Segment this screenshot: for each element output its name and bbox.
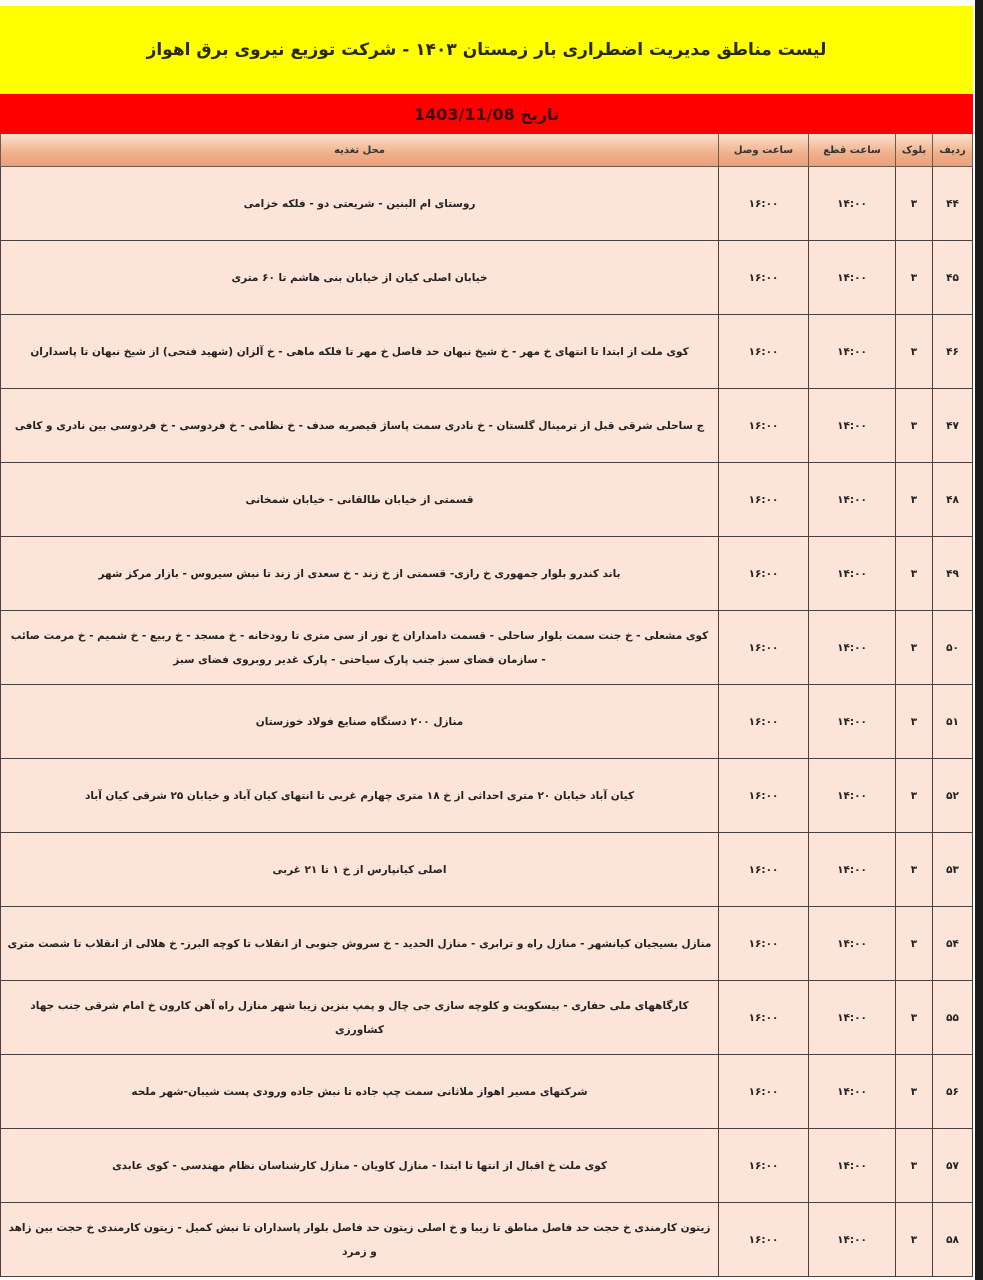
cell-connect-time: ۱۶:۰۰	[719, 1203, 809, 1277]
cell-cut-time: ۱۴:۰۰	[809, 537, 896, 611]
cell-location: منازل ۲۰۰ دستگاه صنایع فولاد خوزستان	[1, 685, 719, 759]
cell-location: زیتون کارمندی خ حجت حد فاصل مناطق تا زیبا و خ اصلی زیتون حد فاصل بلوار پاسداران تا نبش کمیل - زیتون کارمندی خ حجت بین زاهد و زمرد	[1, 1203, 719, 1277]
cell-radif: ۵۰	[933, 611, 973, 685]
cell-block: ۳	[896, 167, 933, 241]
cell-radif: ۵۵	[933, 981, 973, 1055]
table-row	[1, 389, 973, 463]
cell-radif: ۵۸	[933, 1203, 973, 1277]
cell-cut-time: ۱۴:۰۰	[809, 315, 896, 389]
cell-location: کوی ملت از ابتدا تا انتهای خ مهر - خ شیخ نبهان حد فاصل خ مهر تا فلکه ماهی - خ آلزان (شهید فتحی) از شیخ نبهان تا پاسداران	[1, 315, 719, 389]
cell-radif: ۵۳	[933, 833, 973, 907]
table-row	[1, 759, 973, 833]
cell-connect-time: ۱۶:۰۰	[719, 1129, 809, 1203]
cell-connect-time: ۱۶:۰۰	[719, 907, 809, 981]
cell-block: ۳	[896, 981, 933, 1055]
cell-connect-time: ۱۶:۰۰	[719, 537, 809, 611]
cell-connect-time: ۱۶:۰۰	[719, 463, 809, 537]
cell-block: ۳	[896, 907, 933, 981]
table-row	[1, 1129, 973, 1203]
cell-cut-time: ۱۴:۰۰	[809, 981, 896, 1055]
cell-radif: ۵۲	[933, 759, 973, 833]
cell-cut-time: ۱۴:۰۰	[809, 1055, 896, 1129]
cell-connect-time: ۱۶:۰۰	[719, 685, 809, 759]
header-radif: ردیف	[933, 134, 973, 167]
screen-edge	[975, 0, 983, 1280]
table-row	[1, 907, 973, 981]
schedule-sheet	[0, 4, 973, 1280]
cell-connect-time: ۱۶:۰۰	[719, 1055, 809, 1129]
cell-cut-time: ۱۴:۰۰	[809, 167, 896, 241]
table-header-row	[1, 134, 973, 167]
cell-location: ج ساحلی شرقی قبل از ترمینال گلستان - خ نادری سمت پاساژ قیصریه صدف - خ نظامی - خ فردوسی - خ فردوسی بین نادری و کافی	[1, 389, 719, 463]
cell-location: خیابان اصلی کیان از خیابان بنی هاشم تا ۶۰ متری	[1, 241, 719, 315]
cell-block: ۳	[896, 241, 933, 315]
cell-location: اصلی کیانپارس از خ ۱ تا ۲۱ غربی	[1, 833, 719, 907]
table-row	[1, 981, 973, 1055]
table-row	[1, 685, 973, 759]
table-row	[1, 241, 973, 315]
table-row	[1, 463, 973, 537]
table-row	[1, 611, 973, 685]
cell-block: ۳	[896, 1203, 933, 1277]
cell-location: باند کندرو بلوار جمهوری خ رازی- قسمتی از خ زند - خ سعدی از زند تا نبش سیروس - بازار مرکز شهر	[1, 537, 719, 611]
cell-cut-time: ۱۴:۰۰	[809, 463, 896, 537]
cell-connect-time: ۱۶:۰۰	[719, 611, 809, 685]
header-location: محل تغذیه	[1, 134, 719, 167]
title-banner	[0, 6, 973, 94]
date-banner	[0, 94, 973, 134]
table-row	[1, 1055, 973, 1129]
cell-cut-time: ۱۴:۰۰	[809, 389, 896, 463]
table-row	[1, 833, 973, 907]
cell-location: منازل بسیجیان کیانشهر - منازل راه و ترابری - منازل الحدید - خ سروش جنوبی از انقلاب تا کوچه البرز- خ هلالی از انقلاب تا شصت متری	[1, 907, 719, 981]
cell-connect-time: ۱۶:۰۰	[719, 833, 809, 907]
cell-block: ۳	[896, 315, 933, 389]
cell-radif: ۴۵	[933, 241, 973, 315]
cell-connect-time: ۱۶:۰۰	[719, 167, 809, 241]
cell-connect-time: ۱۶:۰۰	[719, 981, 809, 1055]
cell-radif: ۵۴	[933, 907, 973, 981]
cell-block: ۳	[896, 759, 933, 833]
outage-table	[0, 134, 973, 1277]
table-row	[1, 315, 973, 389]
cell-cut-time: ۱۴:۰۰	[809, 759, 896, 833]
cell-connect-time: ۱۶:۰۰	[719, 759, 809, 833]
cell-block: ۳	[896, 537, 933, 611]
cell-location: قسمتی از خیابان طالقانی - خیابان شمخانی	[1, 463, 719, 537]
table-row	[1, 1203, 973, 1277]
cell-radif: ۴۸	[933, 463, 973, 537]
cell-location: کوی مشعلی - خ جنت سمت بلوار ساحلی - قسمت دامداران خ نور از سی متری تا رودخانه - خ مسجد - خ ربیع - خ شمیم - خ مرمت صائب - سازمان فضای سبز جنب پارک سیاحتی - پارک غدیر روبروی فضای سبز	[1, 611, 719, 685]
table-row	[1, 167, 973, 241]
date-label: تاریخ 1403/11/08	[413, 104, 560, 124]
cell-cut-time: ۱۴:۰۰	[809, 611, 896, 685]
cell-cut-time: ۱۴:۰۰	[809, 833, 896, 907]
cell-radif: ۵۱	[933, 685, 973, 759]
cell-connect-time: ۱۶:۰۰	[719, 389, 809, 463]
cell-location: کارگاههای ملی حفاری - بیسکویت و کلوچه سازی جی چال و پمپ بنزین زیبا شهر منازل راه آهن کارون خ امام شرقی جنب جهاد کشاورزی	[1, 981, 719, 1055]
cell-block: ۳	[896, 685, 933, 759]
cell-cut-time: ۱۴:۰۰	[809, 241, 896, 315]
cell-cut-time: ۱۴:۰۰	[809, 685, 896, 759]
cell-radif: ۴۷	[933, 389, 973, 463]
cell-block: ۳	[896, 1055, 933, 1129]
page-title: لیست مناطق مدیریت اضطراری بار زمستان ۱۴۰۳ - شرکت توزیع نیروی برق اهواز	[146, 40, 827, 60]
cell-block: ۳	[896, 1129, 933, 1203]
cell-cut-time: ۱۴:۰۰	[809, 907, 896, 981]
cell-location: کیان آباد خیابان ۲۰ متری احداثی از خ ۱۸ متری چهارم غربی تا انتهای کیان آباد و خیابان ۲۵ شرقی کیان آباد	[1, 759, 719, 833]
cell-connect-time: ۱۶:۰۰	[719, 241, 809, 315]
cell-block: ۳	[896, 389, 933, 463]
cell-radif: ۵۶	[933, 1055, 973, 1129]
cell-radif: ۴۹	[933, 537, 973, 611]
cell-cut-time: ۱۴:۰۰	[809, 1203, 896, 1277]
cell-location: روستای ام البنین - شریعتی دو - فلکه خزامی	[1, 167, 719, 241]
cell-connect-time: ۱۶:۰۰	[719, 315, 809, 389]
cell-block: ۳	[896, 833, 933, 907]
cell-radif: ۵۷	[933, 1129, 973, 1203]
cell-block: ۳	[896, 463, 933, 537]
cell-location: کوی ملت خ اقبال از انتها تا ابتدا - منازل کاویان - منازل کارشناسان نظام مهندسی - کوی عابدی	[1, 1129, 719, 1203]
cell-location: شرکتهای مسیر اهواز ملاثانی سمت چپ جاده تا نبش جاده ورودی پست شیبان-شهر ملحه	[1, 1055, 719, 1129]
table-row	[1, 537, 973, 611]
header-connect-time: ساعت وصل	[719, 134, 809, 167]
header-block: بلوک	[896, 134, 933, 167]
cell-radif: ۴۴	[933, 167, 973, 241]
cell-radif: ۴۶	[933, 315, 973, 389]
cell-cut-time: ۱۴:۰۰	[809, 1129, 896, 1203]
cell-block: ۳	[896, 611, 933, 685]
header-cut-time: ساعت قطع	[809, 134, 896, 167]
